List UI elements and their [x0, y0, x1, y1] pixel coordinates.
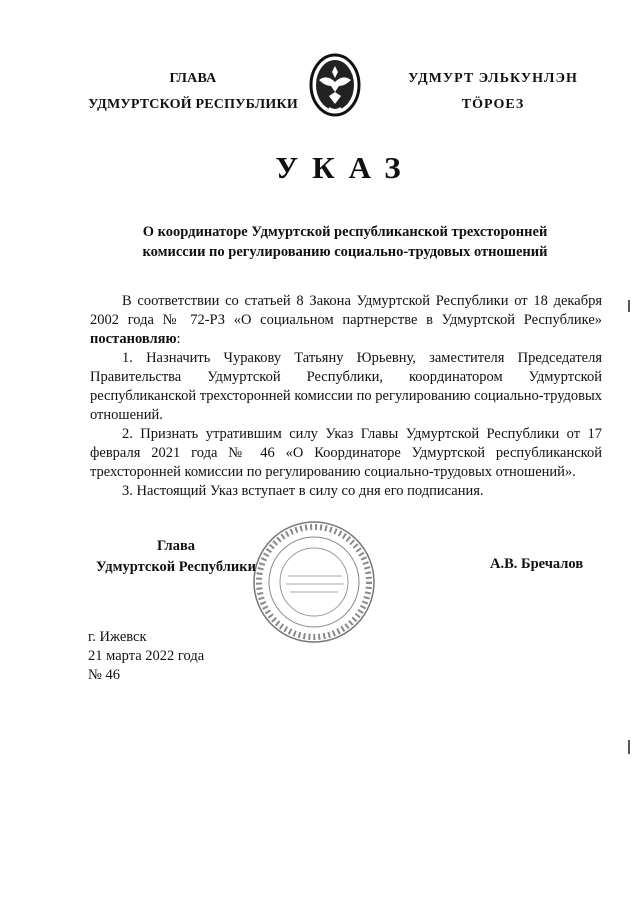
document-title: УКАЗ	[275, 150, 415, 185]
subject-line1: О координаторе Удмуртской республиканской трехсторонней	[142, 224, 548, 240]
item-3: 3. Настоящий Указ вступает в силу со дня его подписания.	[122, 483, 484, 499]
intro-paragraph	[90, 292, 602, 349]
signature-title	[86, 536, 266, 578]
header-left	[68, 66, 318, 118]
coat-of-arms-icon	[307, 52, 363, 122]
item-2: 2. Признать утратившим силу Указ Главы Удмуртской Республики от 17 февраля 2021 года № 46 «О Координаторе Удмуртской республиканской трехсторонней комиссии по регулированию социально-трудовых отношений».	[90, 426, 602, 480]
subject-line2: комиссии по регулированию социально-трудовых отношений	[142, 244, 548, 260]
header-right	[388, 66, 598, 118]
intro-end: :	[176, 331, 181, 347]
place: г. Ижевск	[88, 629, 147, 645]
header-right-line2: ТӦРОЕЗ	[461, 97, 525, 112]
intro-bold: постановляю	[90, 331, 177, 347]
document-body	[90, 292, 602, 501]
header-left-line1: ГЛАВА	[169, 71, 217, 86]
official-seal-icon	[250, 518, 378, 646]
signatory-name: А.В. Бречалов	[490, 556, 584, 572]
intro-text: В соответствии со статьей 8 Закона Удмуртской Республики от 18 декабря 2002 года № 72-РЗ «О социальном партнерстве в Удмуртской Республике»	[90, 293, 602, 328]
header-right-line1: УДМУРТ ЭЛЬКУНЛЭН	[408, 71, 578, 86]
scan-mark	[628, 300, 630, 312]
date: 21 марта 2022 года	[88, 648, 205, 664]
signature-title-line2: Удмуртской Республики	[96, 559, 256, 575]
header-left-line2: УДМУРТСКОЙ РЕСПУБЛИКИ	[88, 97, 298, 112]
document-number: № 46	[88, 667, 120, 683]
document-subject	[90, 222, 600, 262]
scan-mark	[628, 740, 630, 754]
signature-title-line1: Глава	[156, 538, 196, 554]
item-1: 1. Назначить Чуракову Татьяну Юрьевну, заместителя Председателя Правительства Удмуртской Республики, координатором Удмуртской республиканской трехсторонней комиссии по регулированию социально-трудовых отношений.	[90, 350, 602, 423]
document-footer	[88, 628, 204, 685]
